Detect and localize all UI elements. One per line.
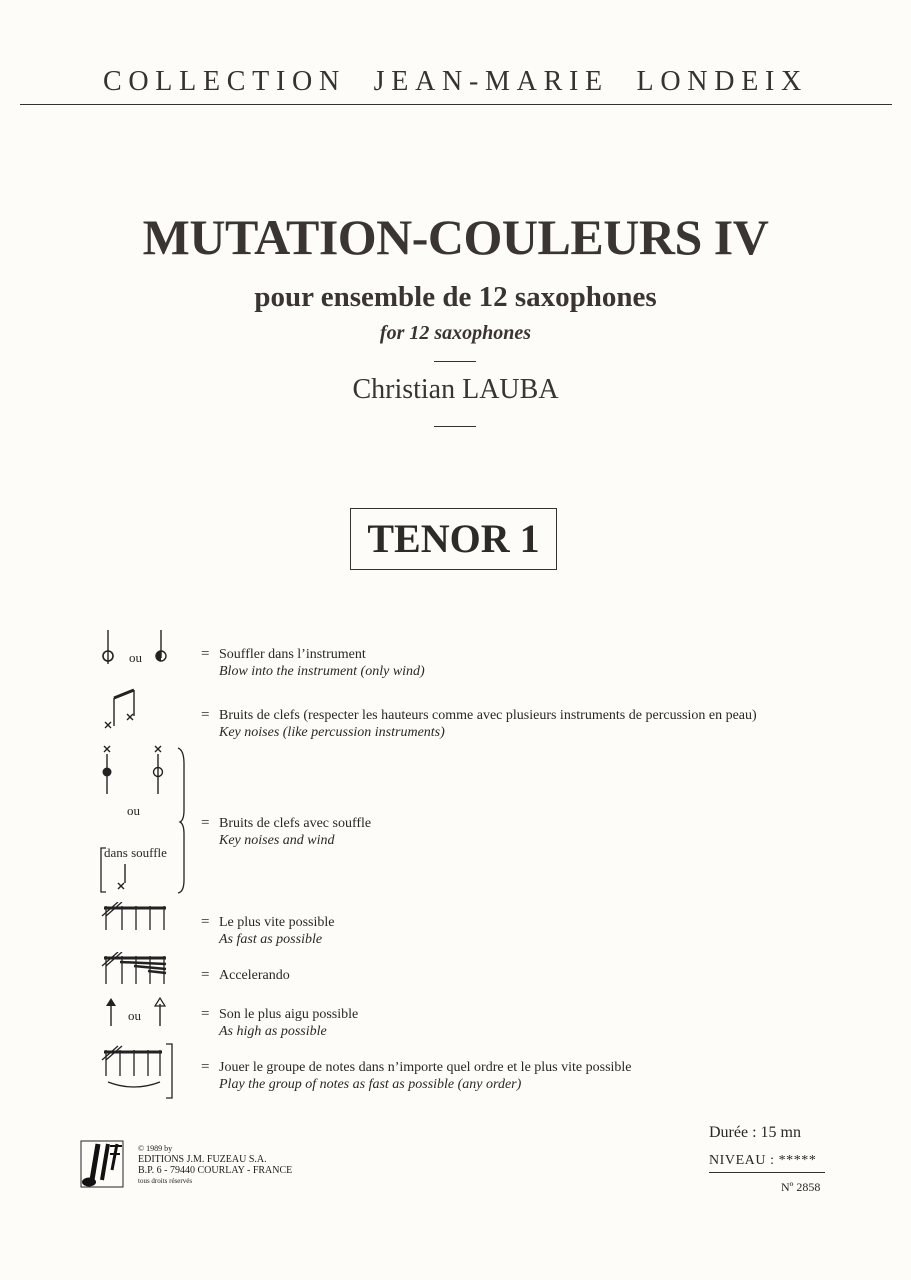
legend-text-fr: Bruits de clefs (respecter les hauteurs comme avec plusieurs instruments de percussion en peau) (219, 708, 757, 723)
or-label: ou (128, 1008, 141, 1023)
wind-note-symbol (96, 628, 176, 668)
difficulty-level: NIVEAU : ***** (709, 1153, 817, 1168)
divider-dash (434, 361, 476, 362)
key-noise-symbol (100, 686, 140, 736)
publisher-name: EDITIONS J.M. FUZEAU S.A. (138, 1154, 267, 1165)
legend-item (219, 646, 425, 680)
legend-text-fr: Accelerando (219, 968, 290, 983)
legend-text-fr: Bruits de clefs avec souffle (219, 816, 372, 831)
part-name-box: TENOR 1 (350, 508, 557, 570)
accelerando-symbol (100, 952, 170, 986)
work-subtitle-fr: pour ensemble de 12 saxophones (254, 281, 657, 313)
legend-text-en: As high as possible (219, 1024, 327, 1039)
or-label: ou (127, 803, 140, 818)
legend-text-en: As fast as possible (219, 932, 323, 947)
or-label: ou (129, 650, 142, 665)
legend-text-en: Blow into the instrument (only wind) (219, 664, 425, 679)
equals-sign: = (201, 1006, 210, 1022)
header-rule (20, 104, 892, 105)
legend-item (219, 1059, 632, 1093)
copyright-line: © 1989 by (138, 1144, 173, 1153)
collection-header: COLLECTION JEAN-MARIE LONDEIX (102, 66, 809, 97)
fast-notes-symbol (100, 902, 170, 932)
legend-text-en: Play the group of notes as fast as possible (any order) (219, 1077, 522, 1092)
key-noise-wind-symbol (98, 744, 188, 896)
equals-sign: = (201, 914, 210, 930)
divider-dash (434, 426, 476, 427)
legend-text-fr: Souffler dans l’instrument (219, 647, 366, 662)
duration: Durée : 15 mn (709, 1124, 801, 1141)
rights-line: tous droits réservés (138, 1177, 193, 1185)
legend-item (219, 707, 757, 741)
catalog-number: Nº 2858 (781, 1180, 821, 1194)
legend-item (219, 967, 290, 984)
without-breath-label: dans souffle (104, 845, 167, 860)
any-order-group-symbol (100, 1042, 180, 1100)
equals-sign: = (201, 815, 210, 831)
work-subtitle-en: for 12 saxophones (379, 322, 532, 344)
work-title: MUTATION-COULEURS IV (142, 209, 769, 265)
legend-text-fr: Son le plus aigu possible (219, 1007, 359, 1022)
equals-sign: = (201, 1059, 210, 1075)
legend-text-en: Key noises (like percussion instruments) (219, 725, 445, 740)
legend-text-fr: Le plus vite possible (219, 915, 335, 930)
equals-sign: = (201, 707, 210, 723)
legend-item (219, 1006, 358, 1040)
level-underline (709, 1172, 825, 1173)
highest-note-symbol (104, 996, 174, 1028)
equals-sign: = (201, 646, 210, 662)
legend-text-fr: Jouer le groupe de notes dans n’importe quel ordre et le plus vite possible (219, 1060, 632, 1075)
legend-item (219, 815, 371, 849)
legend-item (219, 914, 335, 948)
equals-sign: = (201, 967, 210, 983)
composer-name: Christian LAUBA (352, 374, 559, 405)
publisher-address: B.P. 6 - 79440 COURLAY - FRANCE (138, 1165, 293, 1176)
publisher-logo (80, 1140, 126, 1190)
legend-text-en: Key noises and wind (219, 833, 335, 848)
publisher-info (138, 1143, 292, 1187)
